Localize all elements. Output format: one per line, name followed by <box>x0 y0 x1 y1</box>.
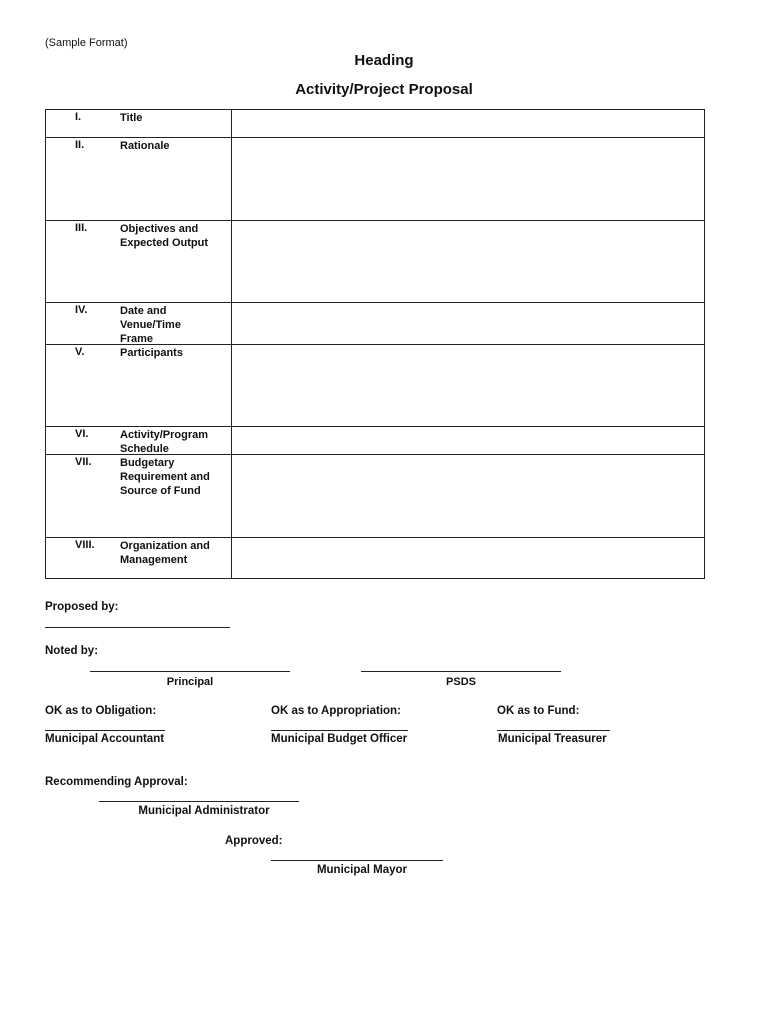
table-row <box>46 303 705 345</box>
row-numeral: IV. <box>75 304 88 316</box>
row-numeral: VII. <box>75 456 92 468</box>
row-label: Date and Venue/Time Frame <box>120 305 181 345</box>
table-row <box>46 538 705 579</box>
table-row <box>46 110 705 138</box>
row-label: Organization and Management <box>120 540 210 566</box>
row-numeral: I. <box>75 111 82 123</box>
schedule-value-cell[interactable] <box>232 427 705 455</box>
row-label: Objectives and Expected Output <box>120 223 209 249</box>
row-label-cell <box>46 221 232 303</box>
objectives-value-cell[interactable] <box>232 221 705 303</box>
table-row <box>46 138 705 221</box>
psds-label: PSDS <box>446 676 476 688</box>
row-label: Budgetary Requirement and Source of Fund <box>120 457 210 497</box>
psds-signature-line[interactable] <box>361 671 561 672</box>
municipal-accountant-label: Municipal Accountant <box>45 733 165 745</box>
municipal-mayor-label: Municipal Mayor <box>316 864 408 876</box>
principal-label: Principal <box>166 676 214 688</box>
row-label: Title <box>120 112 143 124</box>
row-numeral: VIII. <box>75 539 95 551</box>
mayor-signature-line[interactable] <box>271 860 443 861</box>
row-numeral: V. <box>75 346 85 358</box>
row-label-cell <box>46 427 232 455</box>
administrator-signature-line[interactable] <box>99 801 299 802</box>
noted-by-label: Noted by: <box>45 645 99 657</box>
proposed-by-signature-line[interactable] <box>45 627 230 628</box>
table-row <box>46 221 705 303</box>
date-venue-value-cell[interactable] <box>232 303 705 345</box>
rationale-value-cell[interactable] <box>232 138 705 221</box>
budget-value-cell[interactable] <box>232 455 705 538</box>
table-row <box>46 455 705 538</box>
row-label: Rationale <box>120 140 170 152</box>
row-label: Participants <box>120 347 183 359</box>
municipal-treasurer-label: Municipal Treasurer <box>498 733 607 745</box>
row-label: Activity/Program Schedule <box>120 429 209 455</box>
title-value-cell[interactable] <box>232 110 705 138</box>
ok-fund-label: OK as to Fund: <box>497 705 580 717</box>
row-label-cell <box>46 303 232 345</box>
page-heading: Heading <box>354 52 414 69</box>
ok-obligation-label: OK as to Obligation: <box>45 705 157 717</box>
row-label-cell <box>46 455 232 538</box>
participants-value-cell[interactable] <box>232 345 705 427</box>
row-label-cell <box>46 110 232 138</box>
ok-appropriation-label: OK as to Appropriation: <box>271 705 401 717</box>
row-label-cell <box>46 138 232 221</box>
row-numeral: VI. <box>75 428 89 440</box>
proposal-table <box>45 109 705 579</box>
table-row <box>46 345 705 427</box>
recommending-approval-label: Recommending Approval: <box>45 776 188 788</box>
sample-format-note: (Sample Format) <box>45 37 128 49</box>
proposed-by-label: Proposed by: <box>45 601 119 613</box>
principal-signature-line[interactable] <box>90 671 290 672</box>
page-title: Activity/Project Proposal <box>295 81 473 98</box>
accountant-signature-line[interactable] <box>45 730 165 731</box>
approved-label: Approved: <box>225 835 283 847</box>
municipal-administrator-label: Municipal Administrator <box>138 805 270 817</box>
budget-officer-signature-line[interactable] <box>271 730 408 731</box>
row-numeral: II. <box>75 139 85 151</box>
row-label-cell <box>46 538 232 579</box>
row-numeral: III. <box>75 222 88 234</box>
organization-value-cell[interactable] <box>232 538 705 579</box>
municipal-budget-officer-label: Municipal Budget Officer <box>271 733 408 745</box>
treasurer-signature-line[interactable] <box>497 730 610 731</box>
table-row <box>46 427 705 455</box>
row-label-cell <box>46 345 232 427</box>
